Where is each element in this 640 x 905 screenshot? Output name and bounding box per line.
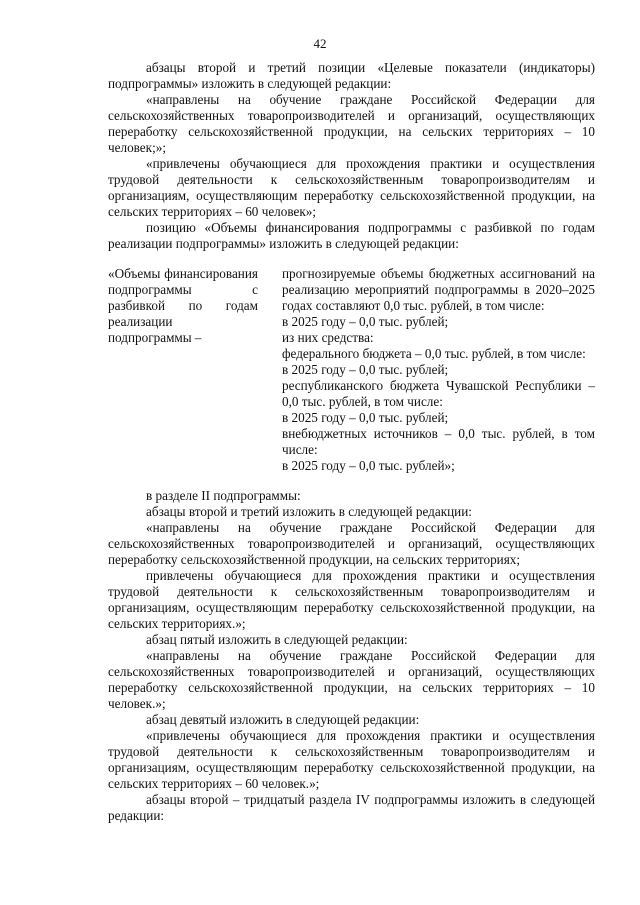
paragraph: «привлечены обучающиеся для прохождения практики и осуществления трудовой деятельности к сельскохозяйственным товаропроизводителям и организациям, осуществляющим переработку сельскохозяйственной продукции, на сельских территориях – 60 человек»; [108,156,595,219]
paragraph: абзац пятый изложить в следующей редакции: [146,632,408,647]
paragraph: привлечены обучающиеся для прохождения практики и осуществления трудовой деятельности к сельскохозяйственным товаропроизводителям и организациям, осуществляющим переработку сельскохозяйственной продукции, на сельских территориях.»; [108,568,595,631]
paragraph: абзац девятый изложить в следующей редакции: [146,712,420,727]
passport-line: федерального бюджета – 0,0 тыс. рублей, в том числе: [282,346,586,361]
passport-line: в 2025 году – 0,0 тыс. рублей; [282,362,449,377]
paragraph: «направлены на обучение граждане Российской Федерации для сельскохозяйственных товаропроизводителей и организаций, осуществляющих переработку сельскохозяйственной продукции, на сельских территориях; [108,520,595,567]
passport-line: республиканского бюджета Чувашской Республики – 0,0 тыс. рублей, в том числе: [282,378,595,409]
passport-financing-block [108,266,595,474]
passport-line: внебюджетных источников – 0,0 тыс. рублей, в том числе: [282,426,595,457]
paragraph: абзацы второй – тридцатый раздела IV подпрограммы изложить в следующей редакции: [108,792,595,823]
passport-position-value [282,266,595,474]
passport-position-title: «Объемы финансирования подпрограммы с разбивкой по годам реализации подпрограммы – [108,266,258,345]
passport-line: прогнозируемые объемы бюджетных ассигнований на реализацию мероприятий подпрограммы в 2020–2025 годах составляют 0,0 тыс. рублей, в том числе: [282,266,595,313]
document-body [108,60,595,824]
paragraph: «привлечены обучающиеся для прохождения практики и осуществления трудовой деятельности к сельскохозяйственным товаропроизводителям и организациям, осуществляющим переработку сельскохозяйственной продукции, на сельских территориях – 60 человек.»; [108,728,595,791]
passport-line: из них средства: [282,330,374,345]
paragraph: «направлены на обучение граждане Российской Федерации для сельскохозяйственных товаропроизводителей и организаций, осуществляющих переработку сельскохозяйственной продукции, на сельских территориях – 10 человек.»; [108,648,595,711]
passport-line: в 2025 году – 0,0 тыс. рублей»; [282,458,455,473]
passport-line: в 2025 году – 0,0 тыс. рублей; [282,410,449,425]
passport-line: в 2025 году – 0,0 тыс. рублей; [282,314,449,329]
paragraph: абзацы второй и третий изложить в следующей редакции: [146,504,472,519]
paragraph: абзацы второй и третий позиции «Целевые показатели (индикаторы) подпрограммы» изложить в следующей редакции: [108,60,595,91]
paragraph: позицию «Объемы финансирования подпрограммы с разбивкой по годам реализации подпрограммы» изложить в следующей редакции: [108,220,595,251]
page-number: 42 [313,36,327,51]
paragraph: «направлены на обучение граждане Российской Федерации для сельскохозяйственных товаропроизводителей и организаций, осуществляющих переработку сельскохозяйственной продукции, на сельских территориях – 10 человек;»; [108,92,595,155]
paragraph: в разделе II подпрограммы: [146,488,301,503]
